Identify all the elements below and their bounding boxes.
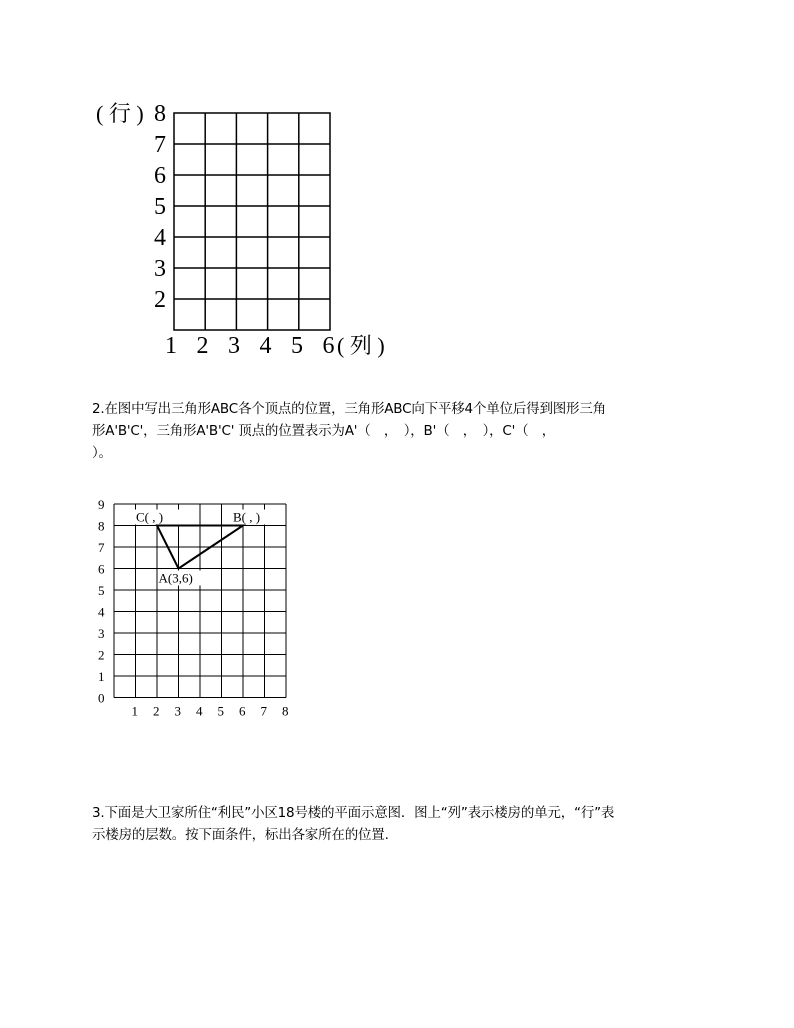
vertex-a-label: A(3,6) (158, 570, 193, 586)
column-number: 3 (228, 333, 240, 359)
x-axis-number: 4 (196, 703, 203, 719)
y-axis-number: 4 (98, 604, 105, 620)
y-axis-number: 3 (98, 626, 105, 641)
row-number: 4 (154, 225, 166, 251)
x-axis-number: 6 (239, 703, 246, 719)
question-3-line-1: 3.下面是大卫家所住“利民”小区18号楼的平面示意图．图上“列”表示楼房的单元，“行”表 (92, 805, 615, 821)
question-2-text (92, 398, 712, 464)
row-number: 6 (154, 163, 166, 189)
column-number: 5 (291, 333, 303, 359)
y-axis-number: 0 (98, 690, 105, 706)
row-number: 8 (154, 101, 166, 127)
question-2-line-1: 2.在图中写出三角形ABC各个顶点的位置，三角形ABC向下平移4个单位后得到图形三角 (92, 401, 606, 417)
row-column-grid (90, 95, 420, 365)
y-axis-number: 1 (98, 669, 105, 684)
y-axis-number: 9 (98, 497, 105, 512)
y-axis-number: 2 (98, 647, 105, 663)
y-axis-number: 6 (98, 561, 105, 577)
column-axis-label: ( 列 ) (337, 333, 385, 358)
x-axis-number: 5 (217, 703, 224, 719)
row-number: 7 (154, 132, 166, 158)
row-number: 2 (154, 287, 166, 313)
y-axis-number: 7 (98, 540, 105, 555)
question-3-text (92, 802, 712, 846)
row-axis-label: ( 行 ) (96, 101, 144, 126)
column-number: 2 (196, 333, 209, 359)
y-axis-number: 5 (98, 583, 105, 598)
x-axis-number: 2 (153, 703, 160, 719)
column-number: 1 (165, 333, 177, 359)
row-number: 3 (154, 256, 166, 282)
grid1-lines (174, 113, 330, 330)
y-axis-number: 8 (98, 518, 105, 534)
x-axis-number: 7 (260, 703, 267, 719)
question-2-line-2: 形A'B'C'，三角形A'B'C' 顶点的位置表示为A'（ ， ），B'（ ， ），C'（ ， (92, 423, 556, 439)
question-2-line-3: ）。 (92, 445, 112, 461)
x-axis-number: 1 (131, 703, 138, 719)
column-number: 4 (259, 333, 272, 359)
row-number: 5 (154, 194, 166, 220)
column-number: 6 (322, 333, 335, 359)
vertex-c-label: C( , ) (136, 509, 164, 525)
question-3-line-2: 示楼房的层数。按下面条件，标出各家所在的位置. (92, 827, 389, 843)
coordinate-grid (90, 490, 300, 720)
vertex-b-label: B( , ) (233, 509, 261, 525)
x-axis-number: 8 (282, 703, 289, 719)
x-axis-number: 3 (174, 703, 181, 719)
